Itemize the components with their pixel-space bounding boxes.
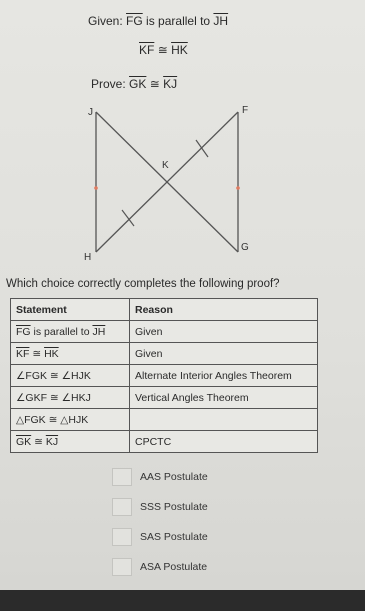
vertex-j-label: J: [88, 107, 93, 118]
choice-label: ASA Postulate: [140, 561, 208, 573]
choice-asa[interactable]: [112, 556, 222, 578]
segment-jh: JH: [213, 14, 229, 28]
radio-box[interactable]: [112, 468, 132, 486]
jh-dot-marker: [94, 186, 98, 190]
statement-cell: △FGK ≅ △HJK: [11, 409, 130, 431]
fg-dot-marker: [236, 186, 240, 190]
segment-hk: HK: [171, 43, 188, 57]
given-statement: [88, 14, 228, 28]
radio-box[interactable]: [112, 528, 132, 546]
reason-cell: Alternate Interior Angles Theorem: [130, 365, 318, 387]
choice-aas[interactable]: [112, 466, 222, 488]
reason-cell: CPCTC: [130, 431, 318, 453]
choice-sas[interactable]: [112, 526, 222, 548]
choice-label: SSS Postulate: [140, 501, 208, 513]
geometry-figure: [78, 100, 258, 270]
vertex-g-label: G: [241, 242, 249, 253]
statement-cell: GK ≅ KJ: [11, 431, 130, 453]
table-row: [11, 387, 318, 409]
vertex-h-label: H: [84, 252, 92, 263]
segment-gk: GK: [129, 77, 147, 91]
reason-header: Reason: [130, 299, 318, 321]
vertex-f-label: F: [242, 105, 249, 116]
congruent-symbol: ≅: [149, 77, 160, 91]
radio-box[interactable]: [112, 498, 132, 516]
given-relation: is parallel to: [146, 14, 211, 28]
choice-label: AAS Postulate: [140, 471, 208, 483]
choice-label: SAS Postulate: [140, 531, 208, 543]
choice-sss[interactable]: [112, 496, 222, 518]
reason-cell: Given: [130, 321, 318, 343]
radio-box[interactable]: [112, 558, 132, 576]
given-label: Given:: [88, 14, 123, 28]
segment-kj: KJ: [163, 77, 178, 91]
table-row: [11, 409, 318, 431]
given-congruence: [139, 43, 188, 57]
screen-bottom-bar: [0, 590, 365, 611]
reason-cell-blank: [130, 409, 318, 431]
statement-cell: KF ≅ HK: [11, 343, 130, 365]
reason-cell: Vertical Angles Theorem: [130, 387, 318, 409]
table-row: [11, 431, 318, 453]
reason-cell: Given: [130, 343, 318, 365]
table-row: [11, 365, 318, 387]
question-text: Which choice correctly completes the following proof?: [6, 278, 280, 290]
prove-statement: [91, 77, 177, 91]
statement-cell: ∠GKF ≅ ∠HKJ: [11, 387, 130, 409]
segment-fg: FG: [126, 14, 143, 28]
table-row: [11, 321, 318, 343]
proof-table: [10, 298, 318, 453]
statement-cell: ∠FGK ≅ ∠HJK: [11, 365, 130, 387]
statement-header: Statement: [11, 299, 130, 321]
statement-cell: FG is parallel to JH: [11, 321, 130, 343]
tick-mark-hk: [122, 210, 134, 226]
vertex-k-label: K: [162, 160, 169, 171]
table-header-row: [11, 299, 318, 321]
table-row: [11, 343, 318, 365]
segment-kf: KF: [139, 43, 155, 57]
congruent-symbol: ≅: [157, 43, 168, 57]
prove-label: Prove:: [91, 77, 126, 91]
